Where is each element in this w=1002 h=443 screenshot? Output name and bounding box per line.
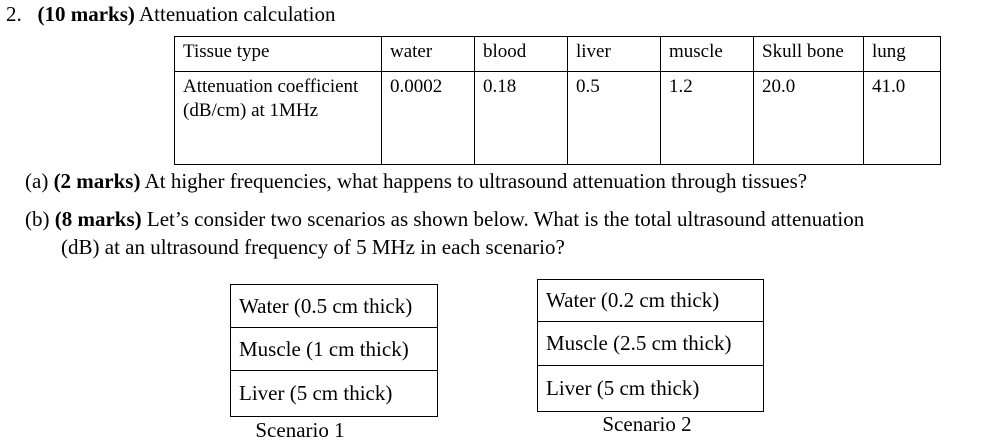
- water-value: 0.0002: [382, 72, 475, 165]
- row-label-cell: [175, 72, 382, 165]
- part-a: [25, 169, 807, 194]
- question-heading: [6, 2, 336, 27]
- scenario2-layers: [537, 279, 764, 412]
- scenario2-liver-layer: Liver (5 cm thick): [538, 366, 764, 412]
- part-b-marks: (8 marks): [54, 207, 142, 231]
- attenuation-table: [174, 36, 941, 165]
- scenario2-water-layer: Water (0.2 cm thick): [538, 280, 764, 322]
- part-a-text: At higher frequencies, what happens to ultrasound attenuation through tissues?: [144, 169, 808, 193]
- scenario2-muscle-layer: Muscle (2.5 cm thick): [538, 322, 764, 366]
- scenario1-caption: Scenario 1: [255, 418, 345, 442]
- muscle-value: 1.2: [661, 72, 754, 165]
- part-a-marks: (2 marks): [53, 169, 141, 193]
- row-label-line1: Attenuation coefficient: [183, 76, 359, 97]
- tissue-liver-header: liver: [568, 37, 661, 72]
- part-b-text-line2: (dB) at an ultrasound frequency of 5 MHz in each scenario?: [61, 235, 565, 259]
- skull-bone-value: 20.0: [754, 72, 864, 165]
- lung-value: 41.0: [864, 72, 941, 165]
- scenario1-water-layer: Water (0.5 cm thick): [231, 285, 438, 328]
- tissue-water-header: water: [382, 37, 475, 72]
- part-a-label: (a): [25, 169, 49, 193]
- tissue-skull-bone-header: Skull bone: [754, 37, 864, 72]
- part-b: [25, 207, 864, 232]
- part-b-label: (b): [25, 207, 50, 231]
- header-label-cell: Tissue type: [175, 37, 382, 72]
- scenario1-layers: [230, 284, 438, 417]
- question-number: 2.: [6, 2, 22, 26]
- tissue-blood-header: blood: [475, 37, 568, 72]
- tissue-muscle-header: muscle: [661, 37, 754, 72]
- liver-value: 0.5: [568, 72, 661, 165]
- table-header-row: [175, 37, 941, 72]
- blood-value: 0.18: [475, 72, 568, 165]
- part-b-text-line1: Let’s consider two scenarios as shown below. What is the total ultrasound attenuation: [146, 207, 865, 231]
- scenario2-caption: Scenario 2: [602, 412, 692, 436]
- question-marks: (10 marks): [37, 2, 135, 26]
- scenario1-liver-layer: Liver (5 cm thick): [231, 371, 438, 417]
- part-b-line2: [61, 235, 565, 260]
- row-label-line2: (dB/cm) at 1MHz: [183, 100, 319, 121]
- question-title: Attenuation calculation: [139, 2, 336, 26]
- scenario1-muscle-layer: Muscle (1 cm thick): [231, 328, 438, 371]
- tissue-lung-header: lung: [864, 37, 941, 72]
- table-value-row: [175, 72, 941, 165]
